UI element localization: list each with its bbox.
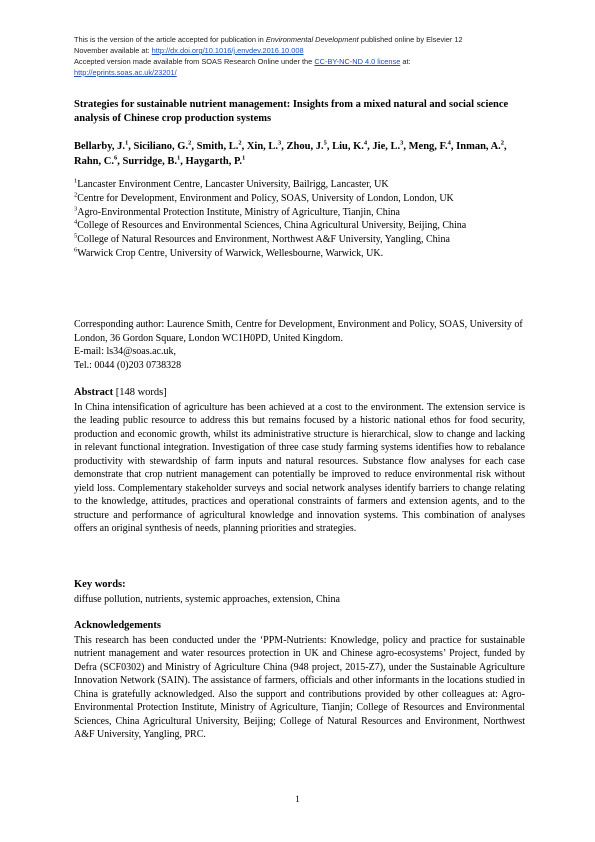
author-name: Jie, L. <box>372 141 401 152</box>
corresponding-author <box>74 318 525 372</box>
affiliation-item <box>74 178 525 192</box>
journal-name: Environmental Development <box>265 35 359 44</box>
acknowledgements-heading: Acknowledgements <box>74 620 161 631</box>
author-entry <box>186 156 246 167</box>
affiliation-item <box>74 192 525 206</box>
author-name: Liu, K. <box>332 141 364 152</box>
author-name: Rahn, C. <box>74 155 114 167</box>
affiliation-item <box>74 233 525 247</box>
author-name: Smith, L. <box>196 141 239 152</box>
author-name: Surridge, B. <box>122 155 178 167</box>
affiliation-text: College of Natural Resources and Environment, Northwest A&F University, Yangling, China <box>77 234 450 246</box>
affiliation-text: Centre for Development, Environment and Policy, SOAS, University of London, London, UK <box>77 192 454 204</box>
notice-line-3: Accepted version made available from SOAS Research Online under the CC-BY-NC-ND 4.0 license at: <box>74 57 411 66</box>
author-entry <box>74 141 128 152</box>
abstract-body: In China intensification of agriculture has been achieved at a cost to the environment. The extension service is the leading public resource to address this but remains focused by a historic national ethos for food security, production and economic growth, whilst its administrative structure is hierarchical, slow to change and lacking in relevant functional integration. Investigation of three case study farming systems identifies how to rebalance productivity with stewardship of farm inputs and natural resources. Substance flow analyses for each case demonstrate that crop nutrient management can potentially be improved to reduce environmental risk without yield loss. Complementary stakeholder surveys and social network analyses identify barriers to change relating to the knowledge, attitudes, practices and operational constraints of farmers and extension agents, and to the structure and performance of agricultural knowledge and innovation systems. This combination of analyses offers an original synthesis of needs, planning priorities and strategies. <box>74 402 525 535</box>
author-name: Xin, L. <box>246 141 279 152</box>
author-affiliation-marker: 4 <box>363 139 368 147</box>
license-link[interactable]: CC-BY-NC-ND 4.0 license <box>314 57 401 66</box>
keywords-body: diffuse pollution, nutrients, systemic approaches, extension, China <box>74 594 340 605</box>
corresponding-phone: Tel.: 0044 (0)203 0738328 <box>74 359 182 371</box>
author-affiliation-marker: 3 <box>400 139 404 147</box>
author-name: Haygarth, P. <box>185 155 243 167</box>
author-affiliation-marker: 6 <box>113 154 118 161</box>
publication-notice <box>74 34 524 78</box>
affiliation-text: Warwick Crop Centre, University of Warwick, Wellesbourne, Warwick, UK. <box>77 247 384 259</box>
notice-line-4 <box>74 67 524 78</box>
author-name: Zhou, J. <box>286 141 324 152</box>
author-name: Bellarby, J. <box>74 141 126 152</box>
affiliation-number: 5 <box>74 232 78 240</box>
affiliation-number: 2 <box>74 191 78 199</box>
author-entry <box>287 141 327 152</box>
affiliation-number: 4 <box>74 219 78 227</box>
page-number: 1 <box>295 794 300 804</box>
author-affiliation-marker: 4 <box>447 139 451 147</box>
paper-title: Strategies for sustainable nutrient management: Insights from a mixed natural and social science analysis of Chinese crop production systems <box>74 99 509 124</box>
affiliation-number: 3 <box>74 205 78 213</box>
author-name: Meng, F. <box>408 141 448 152</box>
author-entry <box>332 141 367 152</box>
affiliation-list <box>74 178 525 261</box>
affiliation-text: Agro-Environmental Protection Institute, Ministry of Agriculture, Tianjin, China <box>77 206 400 218</box>
author-entry <box>456 141 504 152</box>
author-name: Inman, A. <box>456 141 501 152</box>
author-entry <box>247 141 281 152</box>
author-entry <box>134 141 192 152</box>
author-entry <box>372 141 403 152</box>
abstract-word-count: [148 words] <box>113 387 167 398</box>
affiliation-number: 1 <box>74 177 78 185</box>
author-affiliation-marker: 2 <box>500 139 505 147</box>
affiliation-item <box>74 206 525 220</box>
repository-link[interactable]: http://eprints.soas.ac.uk/23201/ <box>74 68 177 77</box>
author-entry <box>122 156 180 167</box>
affiliation-item <box>74 219 525 233</box>
author-list: Bellarby, J.$^1$, Siciliano, G.$^2$, Smith, L.$^2$, Xin, L.$^3$, Zhou, J.$^5$, Liu, K.$^4$, Jie, L.$^3$, Meng, F.$^4$, Inman, A.$^2$, Rahn, C.$^6$, Surridge, B.$^1$, Haygarth, P.$^1$ <box>74 139 507 167</box>
affiliation-text: College of Resources and Environmental Sciences, China Agricultural University, Beijing, China <box>77 220 467 232</box>
corresponding-address: Corresponding author: Laurence Smith, Centre for Development, Environment and Policy, SOAS, University of London, 36 Gordon Square, London WC1H0PD, United Kingdom. <box>74 319 523 344</box>
keywords-heading: Key words: <box>74 579 126 590</box>
abstract-heading: Abstract [148 words] <box>74 387 167 398</box>
author-affiliation-marker: 2 <box>238 139 242 147</box>
notice-line-1: This is the version of the article accepted for publication in Environmental Development published online by Elsevier 12 <box>74 35 463 44</box>
author-affiliation-marker: 3 <box>278 139 282 147</box>
affiliation-item <box>74 247 525 261</box>
author-affiliation-marker: 1 <box>242 154 246 161</box>
author-name: Siciliano, G. <box>133 141 189 152</box>
author-entry <box>197 141 242 152</box>
author-affiliation-marker: 5 <box>323 139 327 147</box>
affiliation-number: 6 <box>74 246 78 254</box>
author-affiliation-marker: 2 <box>188 139 192 147</box>
author-affiliation-marker: 1 <box>177 154 181 161</box>
corresponding-email: E-mail: ls34@soas.ac.uk, <box>74 346 176 357</box>
notice-line-2: November available at: http://dx.doi.org/10.1016/j.envdev.2016.10.008 <box>74 46 304 55</box>
affiliation-text: Lancaster Environment Centre, Lancaster University, Bailrigg, Lancaster, UK <box>77 179 389 190</box>
doi-link[interactable]: http://dx.doi.org/10.1016/j.envdev.2016.10.008 <box>151 46 304 55</box>
author-affiliation-marker: 1 <box>125 139 129 147</box>
acknowledgements-body: This research has been conducted under the ‘PPM-Nutrients: Knowledge, policy and practice for sustainable nutrient management and water resources protection in UK and Chinese agro-ecosystems’ Project, funded by Defra (SCF0302) and Ministry of Agriculture China (948 project, 2015-Z7), under the Sustainable Agriculture Innovation Network (SAIN). The assistance of farmers, officials and other informants in the locations studied in China is gratefully acknowledged. Also the support and contributions provided by other colleagues at: Agro-Environmental Protection Institute, Ministry of Agriculture, Tianjin; College of Resources and Environmental Sciences, China Agricultural University, Beijing; College of Natural Resources and Environment, Northwest A&F University, Yangling, PRC. <box>74 635 525 741</box>
author-entry <box>409 141 451 152</box>
author-entry <box>74 156 117 167</box>
